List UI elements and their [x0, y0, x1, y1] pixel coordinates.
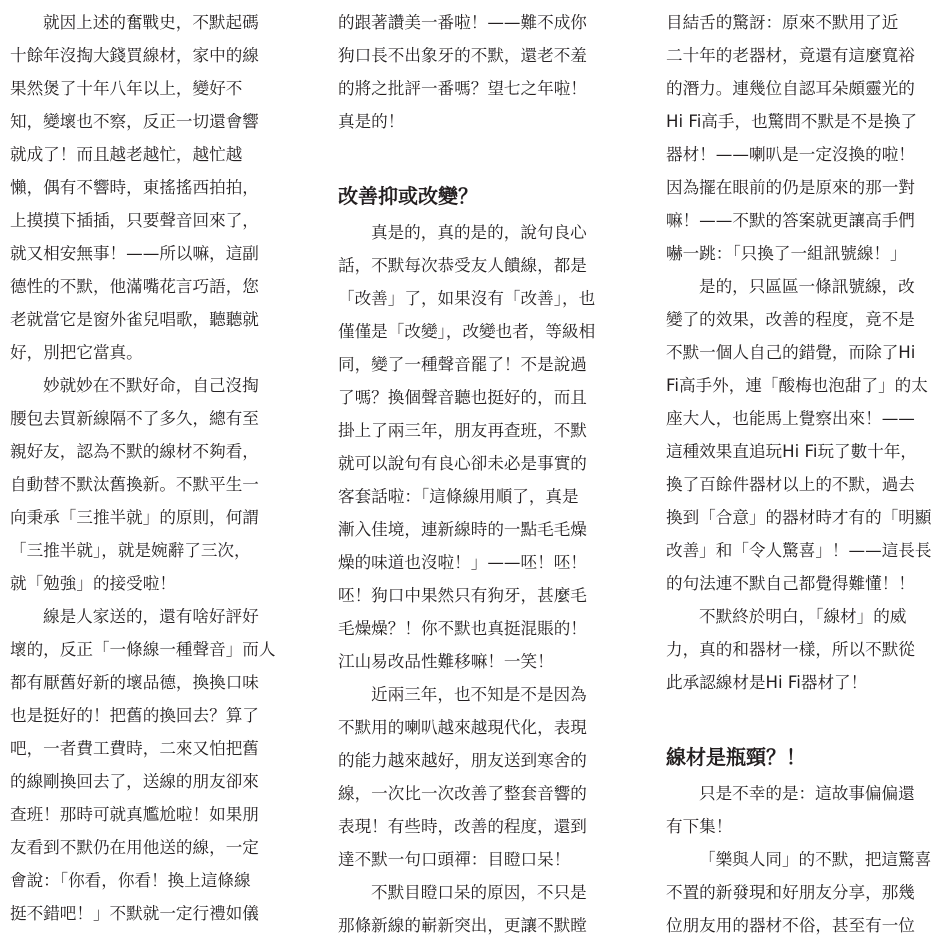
paragraph-first-line: 線是人家送的，還有啥好評好	[43, 607, 259, 626]
text-line: 友看到不默仍在用他送的線，一定	[10, 838, 259, 857]
text-line: 果然煲了十年八年以上，變好不	[10, 79, 243, 98]
paragraph-first-line: 真是的，真的是的，說句良心	[371, 223, 587, 242]
text-line: 親好友，認為不默的線材不夠看，	[10, 442, 259, 461]
text-line: 就又相安無事！——所以嘛，這副	[10, 244, 259, 263]
text-line: 換了百餘件器材以上的不默，過去	[666, 475, 915, 494]
paragraph-first-line: 妙就妙在不默好命，自己沒掏	[43, 376, 259, 395]
section-heading: 線材是瓶頸？！	[666, 745, 806, 769]
text-line: 達不默一句口頭禪：目瞪口呆！	[338, 850, 571, 869]
text-line: 壞的，反正「一條線一種聲音」而人	[10, 640, 276, 659]
text-line: 表現！有些時，改善的程度，還到	[338, 817, 587, 836]
text-column-3	[666, 6, 948, 942]
text-line: 嚇一跳：「只換了一組訊號線！」	[666, 244, 907, 263]
text-line: 的線剛換回去了，送線的朋友卻來	[10, 772, 259, 791]
text-line: 掛上了兩三年，朋友再查班，不默	[338, 421, 587, 440]
text-line: 這種效果直追玩Hi Fi玩了數十年，	[666, 442, 918, 461]
paragraph-first-line: 「樂與人同」的不默，把這驚喜	[699, 850, 932, 869]
text-line: 就成了！而且越老越忙，越忙越	[10, 145, 243, 164]
text-line: 力，真的和器材一樣，所以不默從	[666, 640, 915, 659]
text-line: 上摸摸下插插，只要聲音回來了，	[10, 211, 259, 230]
text-column-1	[10, 6, 294, 930]
text-line: 會說：「你看，你看！換上這條線	[10, 871, 251, 890]
text-line: 換到「合意」的器材時才有的「明顯	[666, 508, 932, 527]
text-line: 知，變壞也不察，反正一切還會響	[10, 112, 259, 131]
text-line: 江山易改品性難移嘛！一笑！	[338, 652, 554, 671]
text-line: 不置的新發現和好朋友分享，那幾	[666, 883, 915, 902]
text-line: 也是挺好的！把舊的換回去？算了	[10, 706, 259, 725]
text-line: 都有厭舊好新的壞品德，換換口味	[10, 673, 259, 692]
text-line: 改善」和「令人驚喜」！——這長長	[666, 541, 932, 560]
text-line: 毛燥燥？！你不默也真挺混賬的！	[338, 619, 587, 638]
text-line: 器材！——喇叭是一定沒換的啦！	[666, 145, 915, 164]
text-line: 吧，一者費工費時，二來又怕把舊	[10, 739, 259, 758]
text-line: 挺不錯吧！」不默就一定行禮如儀	[10, 904, 259, 923]
text-line: 就可以說句有良心卻未必是事實的	[338, 454, 587, 473]
paragraph-first-line: 近兩三年，也不知是不是因為	[371, 685, 587, 704]
text-line: 了嗎？換個聲音聽也挺好的，而且	[338, 388, 587, 407]
text-line: 不默一個人自己的錯覺，而除了Hi	[666, 343, 916, 362]
text-line: 「三推半就」，就是婉辭了三次，	[10, 541, 251, 560]
text-line: 燥的味道也沒啦！」——呸！呸！	[338, 553, 587, 572]
text-line: 德性的不默，他滿嘴花言巧語，您	[10, 277, 259, 296]
text-line: 的句法連不默自己都覺得難懂！！	[666, 574, 915, 593]
text-line: 查班！那時可就真尷尬啦！如果朋	[10, 805, 259, 824]
text-line: 老就當它是窗外雀兒唱歌，聽聽就	[10, 310, 259, 329]
text-line: 自動替不默汰舊換新。不默平生一	[10, 475, 259, 494]
text-column-2	[338, 6, 622, 942]
text-line: 懶，偶有不響時，東搖搖西拍拍，	[10, 178, 259, 197]
text-line: 「改善」了，如果沒有「改善」，也	[338, 289, 596, 308]
text-line: 的跟著讚美一番啦！——難不成你	[338, 13, 587, 32]
text-line: Hi Fi高手，也驚問不默是不是換了	[666, 112, 918, 131]
text-line: 那條新線的嶄新突出，更讓不默瞠	[338, 916, 587, 935]
text-line: 位朋友用的器材不俗，甚至有一位	[666, 916, 915, 935]
text-line: 好，別把它當真。	[10, 343, 143, 362]
paragraph-first-line: 不默目瞪口呆的原因，不只是	[371, 883, 587, 902]
paragraph-spacer	[666, 699, 948, 732]
text-line: 不默用的喇叭越來越現代化，表現	[338, 718, 587, 737]
text-line: 呸！狗口中果然只有狗牙，甚麼毛	[338, 586, 587, 605]
text-line: 變了的效果，改善的程度，竟不是	[666, 310, 915, 329]
text-line: 的將之批評一番嗎？望七之年啦！	[338, 79, 587, 98]
text-line: 因為擺在眼前的仍是原來的那一對	[666, 178, 915, 197]
text-line: 漸入佳境，連新線時的一點毛毛燥	[338, 520, 587, 539]
paragraph-spacer	[338, 138, 622, 171]
text-line: 的能力越來越好，朋友送到寒舍的	[338, 751, 587, 770]
text-line: 有下集！	[666, 817, 733, 836]
text-line: 真是的！	[338, 112, 405, 131]
text-line: 狗口長不出象牙的不默，還老不羞	[338, 46, 587, 65]
text-line: 向秉承「三推半就」的原則，何謂	[10, 508, 259, 527]
text-line: 線，一次比一次改善了整套音響的	[338, 784, 587, 803]
text-line: 十餘年沒掏大錢買線材，家中的線	[10, 46, 259, 65]
text-line: 目結舌的驚訝：原來不默用了近	[666, 13, 899, 32]
paragraph-first-line: 不默終於明白，「線材」的威	[699, 607, 907, 626]
section-heading: 改善抑或改變？	[338, 184, 478, 208]
text-line: 僅僅是「改變」，改變也者，等級相	[338, 322, 596, 341]
paragraph-first-line: 就因上述的奮戰史，不默起碼	[43, 13, 259, 32]
text-line: 的潛力。連幾位自認耳朵頗靈光的	[666, 79, 915, 98]
text-line: 嘛！——不默的答案就更讓高手們	[666, 211, 915, 230]
text-line: 話，不默每次恭受友人饋線，都是	[338, 256, 587, 275]
text-line: 此承認線材是Hi Fi器材了！	[666, 673, 868, 692]
text-line: 就「勉強」的接受啦！	[10, 574, 176, 593]
text-line: 腰包去買新線隔不了多久，總有至	[10, 409, 259, 428]
text-line: Fi高手外，連「酸梅也泡甜了」的太	[666, 376, 928, 395]
text-line: 客套話啦：「這條線用順了，真是	[338, 487, 579, 506]
paragraph-first-line: 只是不幸的是：這故事偏偏還	[699, 784, 915, 803]
text-line: 座大人，也能馬上覺察出來！——	[666, 409, 915, 428]
text-line: 二十年的老器材，竟還有這麼寬裕	[666, 46, 915, 65]
text-line: 同，變了一種聲音罷了！不是說過	[338, 355, 587, 374]
paragraph-first-line: 是的，只區區一條訊號線，改	[699, 277, 915, 296]
